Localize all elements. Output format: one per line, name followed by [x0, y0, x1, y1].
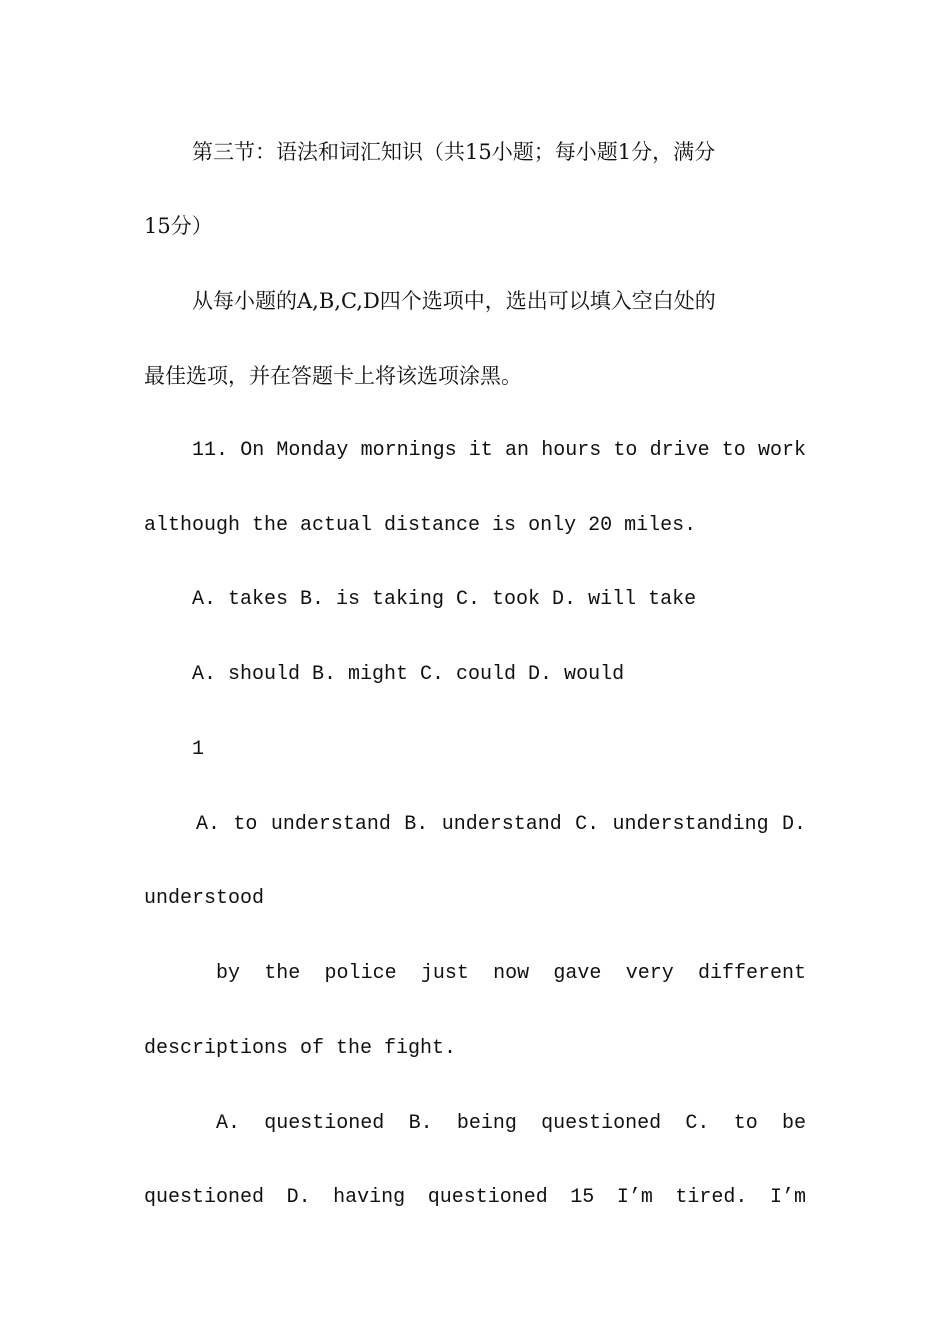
question-13-options-line-1: A. to understand B. understand C. understanding D.: [196, 813, 806, 836]
question-14-options-line-2: questioned D. having questioned 15 I’m tired. I’m: [144, 1186, 806, 1209]
question-14-stem-line-2: descriptions of the fight.: [144, 1037, 457, 1060]
question-14-stem-line-1: by the police just now gave very different: [216, 962, 806, 985]
section-heading-line-2: 15分）: [144, 214, 213, 238]
question-11-options: A. takes B. is taking C. took D. will take: [192, 588, 697, 611]
instruction-line-1: 从每小题的A,B,C,D四个选项中，选出可以填入空白处的: [192, 289, 716, 313]
question-14-options-line-1: A. questioned B. being questioned C. to be: [216, 1112, 806, 1135]
question-13-options-line-2: understood: [144, 887, 265, 910]
question-11-stem-line-1: 11. On Monday mornings it an hours to drive to work: [192, 439, 806, 462]
section-heading-line-1: 第三节：语法和词汇知识（共15小题；每小题1分，满分: [192, 140, 716, 164]
question-12-options: A. should B. might C. could D. would: [192, 663, 625, 686]
stray-number: 1: [192, 738, 205, 761]
question-11-stem-line-2: although the actual distance is only 20 miles.: [144, 514, 697, 537]
instruction-line-2: 最佳选项，并在答题卡上将该选项涂黑。: [144, 364, 522, 388]
